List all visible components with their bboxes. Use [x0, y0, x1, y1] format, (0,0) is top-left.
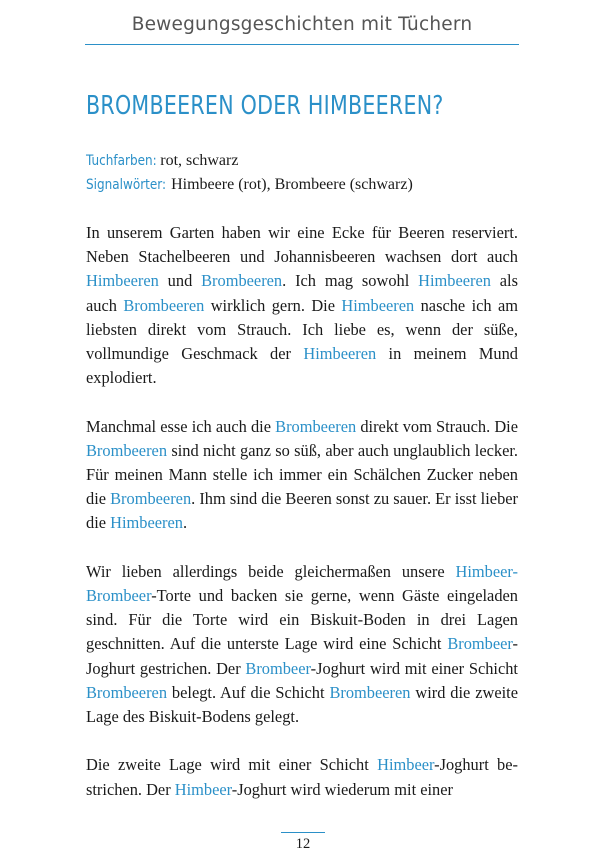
- paragraph-text: -Joghurt gestrichen. Der: [86, 634, 518, 678]
- paragraph-text: -Joghurt bestrichen. Der: [86, 755, 518, 799]
- paragraph-text: -Joghurt wird wiederum mit einer: [231, 779, 453, 799]
- paragraph-text: .: [182, 513, 188, 533]
- story-paragraph: [86, 221, 518, 390]
- story-title: BROMBEEREN ODER HIMBEEREN?: [86, 91, 444, 121]
- paragraph-text: Manchmal esse ich auch die: [86, 416, 276, 436]
- signal-word: Brombeeren: [86, 440, 168, 460]
- paragraph-text: Die zweite Lage wird mit einer Schicht: [86, 755, 378, 775]
- cloth-colors-value: rot, schwarz: [160, 152, 239, 169]
- paragraph-text: sind nicht ganz so süß, aber auch unglaublich lecker. Für meinen Mann stelle ich immer ein Schälchen Zucker neben die: [86, 440, 518, 509]
- paragraph-text: belegt. Auf die Schicht: [167, 682, 330, 702]
- paragraph-text: als auch: [86, 271, 518, 315]
- cloth-colors-label: Tuchfarben:: [86, 153, 157, 169]
- story-paragraph: [86, 415, 518, 536]
- signal-word: Brombeeren: [201, 271, 283, 291]
- running-header-title: Bewegungsgeschichten mit Tüchern: [131, 14, 473, 35]
- signal-word: Himbeer-Brombeer: [86, 561, 518, 606]
- paragraph-text: wird die zweite Lage des Biskuit-Bodens gelegt.: [86, 682, 518, 727]
- signal-word: Brombeeren: [110, 489, 192, 509]
- signal-word: Brombeer: [447, 634, 513, 654]
- signal-word: Himbeeren: [418, 271, 491, 291]
- signal-words-label: Signalwörter:: [86, 177, 167, 193]
- signal-word: Brombeeren: [86, 682, 168, 702]
- paragraph-text: Wir lieben allerdings beide gleichermaßen unsere: [86, 561, 456, 581]
- page-number: 12: [295, 836, 311, 852]
- signal-word: Himbeeren: [341, 295, 415, 315]
- paragraph-text: wirklich gern. Die: [204, 295, 342, 315]
- signal-words-line: [86, 173, 526, 197]
- signal-word: Brombeeren: [275, 416, 357, 436]
- signal-word: Himbeer: [174, 779, 232, 799]
- paragraph-text: nasche ich am liebsten direkt vom Strauch. Ich liebe es, wenn der süße, vollmundige Geschmack der: [86, 295, 519, 364]
- signal-word: Himbeeren: [303, 344, 377, 364]
- cloth-colors-line: [86, 149, 526, 173]
- footer-divider: [281, 832, 325, 833]
- signal-word: Brombeeren: [329, 682, 411, 702]
- story-body: [86, 221, 518, 826]
- paragraph-text: In unserem Garten haben wir eine Ecke für Beeren reserviert. Neben Stachelbeeren und Johannisbeeren wachsen dort auch: [86, 223, 518, 267]
- header-divider: [85, 44, 519, 45]
- paragraph-text: und: [158, 271, 202, 291]
- paragraph-text: in meinem Mund explodiert.: [86, 344, 518, 388]
- signal-words-value: Himbeere (rot), Brombeere (schwarz): [171, 176, 413, 193]
- paragraph-text: -Torte und backen sie gerne, wenn Gäste eingeladen sind. Für die Torte wird ein Biskuit-Boden in drei Lagen geschnitten. Auf die unterste Lage wird eine Schicht: [86, 586, 518, 654]
- signal-word: Brombeeren: [123, 295, 205, 315]
- signal-word: Himbeeren: [110, 513, 183, 533]
- signal-word: Himbeeren: [86, 271, 159, 291]
- paragraph-text: -Joghurt wird mit einer Schicht: [310, 658, 518, 678]
- signal-word: Himbeer: [377, 755, 435, 775]
- paragraph-text: . Ich mag sowohl: [282, 271, 419, 291]
- paragraph-text: . Ihm sind die Beeren sonst zu sauer. Er isst lieber die: [86, 489, 518, 533]
- story-meta: [86, 149, 526, 197]
- story-paragraph: [86, 560, 518, 729]
- paragraph-text: direkt vom Strauch. Die: [356, 416, 518, 436]
- signal-word: Brombeer: [245, 658, 311, 678]
- story-paragraph: [86, 753, 518, 801]
